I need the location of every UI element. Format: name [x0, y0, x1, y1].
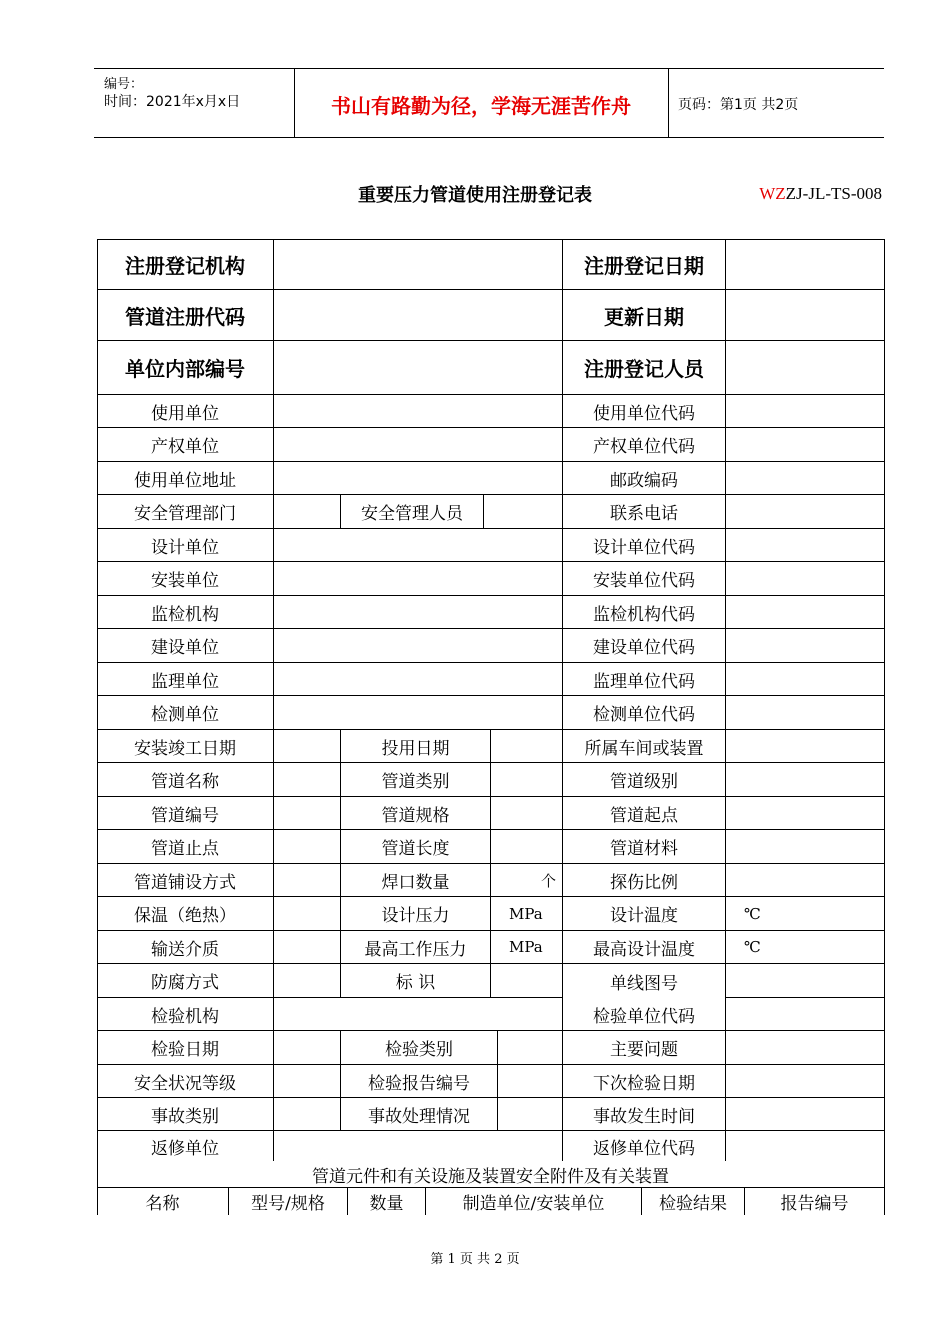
label-install-unit: 安装单位 [97, 562, 274, 596]
field-construct-unit[interactable] [274, 629, 563, 663]
field-line-diagram-no[interactable] [726, 964, 885, 998]
field-pipe-no[interactable] [274, 797, 341, 830]
label-owner-unit: 产权单位 [97, 428, 274, 462]
label-update-date: 更新日期 [563, 290, 726, 341]
field-design-temp[interactable] [726, 897, 885, 931]
label-internal-no: 单位内部编号 [97, 341, 274, 395]
label-install-unit-code: 安装单位代码 [563, 562, 726, 596]
label-pipe-material: 管道材料 [563, 830, 726, 864]
field-pipe-name[interactable] [274, 763, 341, 797]
label-insulation: 保温（绝热） [97, 897, 274, 931]
label-report-no: 检验报告编号 [341, 1065, 498, 1098]
design-pressure-unit: MPa [509, 904, 543, 923]
field-user-address[interactable] [274, 462, 563, 495]
column-header: 检验结果 [642, 1188, 745, 1215]
label-registrar: 注册登记人员 [563, 341, 726, 395]
label-proj-supervisor-code: 监理单位代码 [563, 663, 726, 696]
label-proj-supervisor: 监理单位 [97, 663, 274, 696]
label-owner-unit-code: 产权单位代码 [563, 428, 726, 462]
header-page-info: 页码：第1页 共2页 [678, 97, 799, 113]
field-test-unit-code[interactable] [726, 696, 885, 730]
label-weld-count: 焊口数量 [341, 864, 491, 897]
section-title: 管道元件和有关设施及装置安全附件及有关装置 [97, 1161, 885, 1188]
field-owner-unit-code[interactable] [726, 428, 885, 462]
document-number-label: 编号： [104, 77, 144, 92]
field-next-inspection[interactable] [726, 1065, 885, 1098]
label-user-unit: 使用单位 [97, 395, 274, 428]
field-pipe-category[interactable] [491, 763, 563, 797]
field-max-work-pressure[interactable] [491, 931, 563, 964]
field-supervision-org-code[interactable] [726, 596, 885, 629]
field-proj-supervisor-code[interactable] [726, 663, 885, 696]
label-accident-handling: 事故处理情况 [341, 1098, 498, 1131]
label-design-unit-code: 设计单位代码 [563, 529, 726, 562]
field-proj-supervisor[interactable] [274, 663, 563, 696]
label-pipe-spec: 管道规格 [341, 797, 491, 830]
column-header: 型号/规格 [229, 1188, 348, 1215]
label-inspection-org-code: 检验单位代码 [563, 998, 726, 1031]
label-repair-unit-code: 返修单位代码 [563, 1131, 726, 1161]
field-test-unit[interactable] [274, 696, 563, 730]
field-user-unit-code[interactable] [726, 395, 885, 428]
field-pipe-reg-code[interactable] [274, 290, 563, 341]
field-pipe-spec[interactable] [491, 797, 563, 830]
label-anticorrosion: 防腐方式 [97, 964, 274, 998]
label-reg-date: 注册登记日期 [563, 239, 726, 290]
field-safety-staff[interactable] [484, 495, 563, 529]
label-max-work-pressure: 最高工作压力 [341, 931, 491, 964]
label-pipe-reg-code: 管道注册代码 [97, 290, 274, 341]
field-construct-unit-code[interactable] [726, 629, 885, 663]
label-supervision-org-code: 监检机构代码 [563, 596, 726, 629]
max-work-pressure-unit: MPa [509, 938, 543, 956]
registration-table [97, 239, 885, 1215]
field-accident-time[interactable] [726, 1098, 885, 1131]
label-user-unit-code: 使用单位代码 [563, 395, 726, 428]
field-internal-no[interactable] [274, 341, 563, 395]
label-laying-method: 管道铺设方式 [97, 864, 274, 897]
field-completion-date[interactable] [274, 730, 341, 763]
label-accident-type: 事故类别 [97, 1098, 274, 1131]
label-construct-unit-code: 建设单位代码 [563, 629, 726, 663]
field-update-date[interactable] [726, 290, 885, 341]
label-user-address: 使用单位地址 [97, 462, 274, 495]
field-reg-date[interactable] [726, 239, 885, 290]
field-pipe-end[interactable] [274, 830, 341, 864]
label-phone: 联系电话 [563, 495, 726, 529]
label-medium: 输送介质 [97, 931, 274, 964]
field-medium[interactable] [274, 931, 341, 964]
field-laying-method[interactable] [274, 864, 341, 897]
document-header [94, 68, 884, 138]
field-inspection-org[interactable] [274, 998, 563, 1031]
label-design-temp: 设计温度 [563, 897, 726, 931]
field-accident-handling[interactable] [498, 1098, 563, 1131]
max-design-temp-unit: ℃ [744, 938, 761, 956]
field-marking[interactable] [491, 964, 563, 998]
column-header: 制造单位/安装单位 [426, 1188, 642, 1215]
label-safety-staff: 安全管理人员 [341, 495, 484, 529]
field-commission-date[interactable] [491, 730, 563, 763]
design-temp-unit: ℃ [744, 904, 761, 923]
field-design-unit[interactable] [274, 529, 563, 562]
label-next-inspection: 下次检验日期 [563, 1065, 726, 1098]
field-install-unit[interactable] [274, 562, 563, 596]
label-postcode: 邮政编码 [563, 462, 726, 495]
label-main-issues: 主要问题 [563, 1031, 726, 1065]
field-workshop[interactable] [726, 730, 885, 763]
label-workshop: 所属车间或装置 [563, 730, 726, 763]
field-supervision-org[interactable] [274, 596, 563, 629]
field-main-issues[interactable] [726, 1031, 885, 1065]
label-pipe-start: 管道起点 [563, 797, 726, 830]
field-max-design-temp[interactable] [726, 931, 885, 964]
field-weld-count[interactable] [491, 864, 563, 897]
field-postcode[interactable] [726, 462, 885, 495]
field-pipe-material[interactable] [726, 830, 885, 864]
field-inspection-type[interactable] [498, 1031, 563, 1065]
field-pipe-length[interactable] [491, 830, 563, 864]
field-design-pressure[interactable] [491, 897, 563, 931]
label-pipe-length: 管道长度 [341, 830, 491, 864]
label-supervision-org: 监检机构 [97, 596, 274, 629]
page-footer: 第 1 页 共 2 页 [430, 1252, 520, 1267]
field-safety-grade[interactable] [274, 1065, 341, 1098]
label-pipe-name: 管道名称 [97, 763, 274, 797]
label-line-diagram-no: 单线图号 [563, 964, 726, 998]
label-design-pressure: 设计压力 [341, 897, 491, 931]
field-repair-unit[interactable] [274, 1131, 563, 1161]
field-insulation[interactable] [274, 897, 341, 931]
label-accident-time: 事故发生时间 [563, 1098, 726, 1131]
field-install-unit-code[interactable] [726, 562, 885, 596]
column-header: 数量 [348, 1188, 426, 1215]
document-code-rest: ZJ-JL-TS-008 [785, 184, 882, 203]
label-reg-org: 注册登记机构 [97, 239, 274, 290]
header-divider [668, 69, 669, 137]
field-owner-unit[interactable] [274, 428, 563, 462]
field-pipe-grade[interactable] [726, 763, 885, 797]
field-anticorrosion[interactable] [274, 964, 341, 998]
label-inspection-date: 检验日期 [97, 1031, 274, 1065]
header-motto: 书山有路勤为径，学海无涯苦作舟 [331, 94, 631, 118]
label-ndt-ratio: 探伤比例 [563, 864, 726, 897]
label-pipe-category: 管道类别 [341, 763, 491, 797]
label-safety-grade: 安全状况等级 [97, 1065, 274, 1098]
label-pipe-end: 管道止点 [97, 830, 274, 864]
field-pipe-start[interactable] [726, 797, 885, 830]
label-completion-date: 安装竣工日期 [97, 730, 274, 763]
field-design-unit-code[interactable] [726, 529, 885, 562]
field-report-no[interactable] [498, 1065, 563, 1098]
field-registrar[interactable] [726, 341, 885, 395]
label-pipe-grade: 管道级别 [563, 763, 726, 797]
field-inspection-org-code[interactable] [726, 998, 885, 1031]
label-design-unit: 设计单位 [97, 529, 274, 562]
label-marking: 标 识 [341, 964, 491, 998]
column-header: 报告编号 [745, 1188, 885, 1215]
document-code [759, 184, 882, 204]
weld-count-unit: 个 [540, 871, 556, 890]
label-test-unit-code: 检测单位代码 [563, 696, 726, 730]
field-accident-type[interactable] [274, 1098, 341, 1131]
label-max-design-temp: 最高设计温度 [563, 931, 726, 964]
field-repair-unit-code[interactable] [726, 1131, 885, 1161]
label-pipe-no: 管道编号 [97, 797, 274, 830]
field-inspection-date[interactable] [274, 1031, 341, 1065]
label-test-unit: 检测单位 [97, 696, 274, 730]
field-safety-dept[interactable] [274, 495, 341, 529]
label-repair-unit: 返修单位 [97, 1131, 274, 1161]
field-user-unit[interactable] [274, 395, 563, 428]
form-title: 重要压力管道使用注册登记表 [358, 185, 592, 206]
label-safety-dept: 安全管理部门 [97, 495, 274, 529]
label-construct-unit: 建设单位 [97, 629, 274, 663]
column-header: 名称 [97, 1188, 229, 1215]
document-code-prefix: WZ [759, 184, 786, 203]
field-reg-org[interactable] [274, 239, 563, 290]
document-time-label: 时间：2021年x月x日 [104, 94, 241, 110]
label-inspection-type: 检验类别 [341, 1031, 498, 1065]
label-inspection-org: 检验机构 [97, 998, 274, 1031]
field-phone[interactable] [726, 495, 885, 529]
label-commission-date: 投用日期 [341, 730, 491, 763]
field-ndt-ratio[interactable] [726, 864, 885, 897]
